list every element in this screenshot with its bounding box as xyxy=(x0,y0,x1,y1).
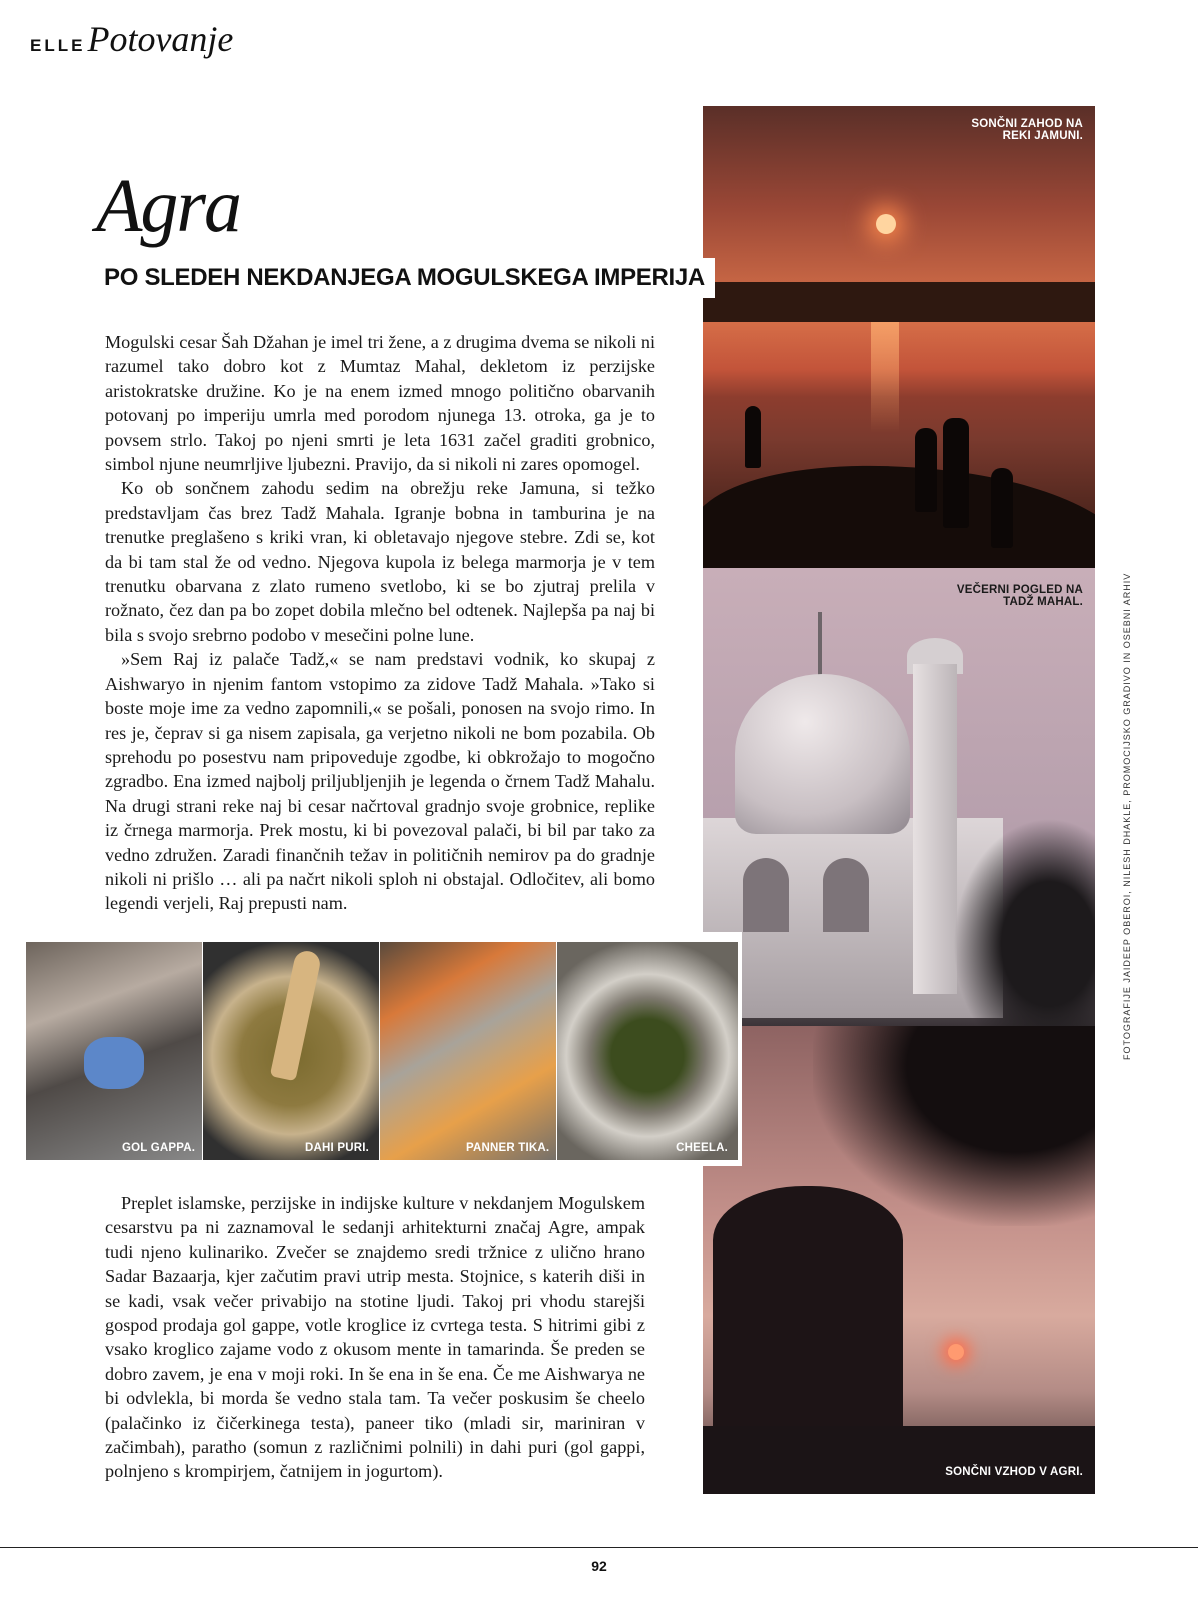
food-photo xyxy=(203,942,379,1160)
person-silhouette xyxy=(943,418,969,528)
food-caption: PANNER TIKA. xyxy=(466,1142,550,1154)
photo-credits: FOTOGRAFIJE JAIDEEP OBEROI, NILESH DHAKLE, PROMOCIJSKO GRADIVO IN OSEBNI ARHIV xyxy=(1122,572,1132,1060)
photo-caption: VEČERNI POGLED NA TADŽ MAHAL. xyxy=(956,584,1083,608)
article-subtitle: PO SLEDEH NEKDANJEGA MOGULSKEGA IMPERIJA xyxy=(96,258,715,298)
section-name: Potovanje xyxy=(87,19,234,59)
food-caption: CHEELA. xyxy=(676,1142,728,1154)
person-silhouette xyxy=(991,468,1013,548)
photo-caption: SONČNI ZAHOD NA REKI JAMUNI. xyxy=(971,118,1083,142)
page-number: 92 xyxy=(591,1558,607,1574)
ground-silhouette xyxy=(703,1426,1095,1494)
shore-silhouette xyxy=(703,436,1095,568)
paragraph: Mogulski cesar Šah Džahan je imel tri žene, a z drugima dvema se nikoli ni razumel tako dobro kot z Mumtaz Mahal, dekletom iz perzijske aristokratske družine. Ko je na enem izmed mnogo politično obarvanih potovanj po imperiju umrla med porodom njunega 13. otroka, ga je to povsem strlo. Takoj po njeni smrti je leta 1631 začel graditi grobnico, simbol njune neumrljive ljubezni. Pravijo, da si nikoli ni zares opomogel. xyxy=(105,332,656,475)
person-silhouette xyxy=(915,428,937,512)
dome-spire xyxy=(818,612,822,678)
tree-silhouette xyxy=(953,818,1095,1026)
footer-rule xyxy=(0,1547,1198,1548)
horizon xyxy=(703,282,1095,322)
food-photo-strip xyxy=(22,932,742,1166)
minaret xyxy=(913,664,957,994)
article-title: Agra xyxy=(96,164,240,248)
photo-caption: SONČNI VZHOD V AGRI. xyxy=(945,1466,1083,1478)
gloved-hand xyxy=(84,1037,144,1089)
article-body xyxy=(105,330,655,916)
brand-logo: ELLE xyxy=(30,36,86,55)
arch xyxy=(823,858,869,932)
photo-sunrise-agra xyxy=(703,1026,1095,1494)
food-photo xyxy=(26,942,202,1160)
photo-sunset-river xyxy=(703,106,1095,568)
food-photo xyxy=(557,942,738,1160)
sun xyxy=(948,1344,964,1360)
magazine-header xyxy=(30,18,233,60)
photo-taj-mahal xyxy=(703,568,1095,1026)
marble-dome xyxy=(735,674,910,834)
paragraph: »Sem Raj iz palače Tadž,« se nam predstavi vodnik, ko skupaj z Aishwaryo in njenim fantom vstopimo za zidove Tadž Mahala. »Tako si boste moje ime za vedno zapomnili,« se pošali, ponosen na svojo rimo. In res je, čeprav si ga nisem zapisala, ga verjetno nikoli ne bom pozabila. Ob sprehodu po posestvu nam pripoveduje zgodbe, ki obkrožajo to mogočno zgradbo. Ena izmed najbolj priljubljenjih je legenda o črnem Tadž Mahalu. Na drugi strani reke naj bi cesar načrtoval gradnjo svoje grobnice, replike iz črnega marmorja. Prek mostu, ki bi povezoval palači, bi bil par tako za vedno združen. Zaradi finančnih težav in političnih nemirov pa do gradnje nikoli ni prišlo … ali pa načrt nikoli sploh ni obstajal. Odločitev, ali bomo legendi verjeli, Raj prepusti nam. xyxy=(105,649,655,914)
person-silhouette xyxy=(745,406,761,468)
paragraph: Ko ob sončnem zahodu sedim na obrežju reke Jamuna, si težko predstavljam čas brez Tadž Mahala. Igranje bobna in tamburina je na trenutke preglašeno s kriki vran, ki obletavajo njegove stebre. Zdi se, kot da bi tam stal že od vedno. Njegova kupola iz belega marmorja je v tem trenutku obarvana z zlato rumeno svetlobo, ki se bo zjutraj prelila v rožnato, čez dan pa bo zopet dobila mlečno bel odtenek. Najlepša pa naj bi bila s svojo srebrno podobo v mesečini polne lune. xyxy=(105,478,655,645)
sun xyxy=(876,214,896,234)
closing-paragraph: Preplet islamske, perzijske in indijske kulture v nekdanjem Mogulskem cesarstvu pa ni zaznamoval le sedanji arhitekturni značaj Agre, ampak tudi njeno kulinariko. Zvečer se znajdemo sredi tržnice z ulično hrano Sadar Bazaarja, kjer začutim pravi utrip mesta. Stojnice, s katerih diši in se kadi, vsak večer privabijo na stotine ljudi. Takoj pri vhodu starejši gospod prodaja gol gappe, votle kroglice iz cvrtega testa. S hitrimi gibi z vsako kroglico zajame vodo z okusom mente in tamarinda. Še preden se dobro zavem, je ena v moji roki. In še ena in še ena. Če me Aishwarya ne bi odvlekla, bi morda še vedno stala tam. Ta večer poskusim še cheelo (palačinko iz čičerkinega testa), paneer tiko (mladi sir, mariniran v začimbah), paratho (somun z različnimi polnili) in dahi puri (gol gappi, polnjeno s krompirjem, čatnijem in jogurtom). xyxy=(105,1193,645,1482)
arch xyxy=(743,858,789,932)
food-photo xyxy=(380,942,556,1160)
food-caption: DAHI PURI. xyxy=(305,1142,369,1154)
sun-reflection xyxy=(871,322,899,432)
food-caption: GOL GAPPA. xyxy=(122,1142,196,1154)
wooden-spoon xyxy=(270,949,322,1082)
